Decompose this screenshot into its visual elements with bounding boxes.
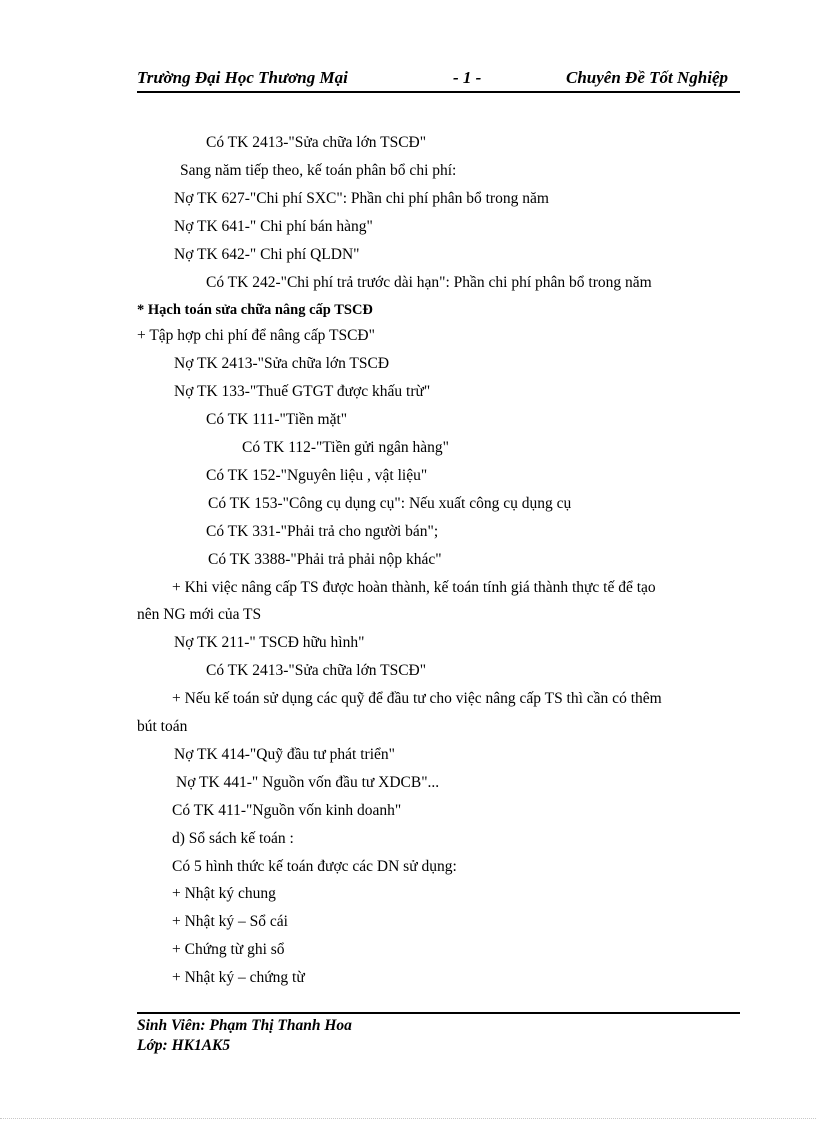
text-line: Có TK 2413-"Sửa chữa lớn TSCĐ"	[206, 662, 427, 679]
footer-divider	[137, 1012, 740, 1014]
text-line: Nợ TK 627-"Chi phí SXC": Phần chi phí phân bổ trong năm	[174, 190, 549, 207]
text-line: + Nếu kế toán sử dụng các quỹ để đầu tư cho việc nâng cấp TS thì cần có thêm	[172, 690, 662, 707]
list-item: + Nhật ký chung	[172, 885, 276, 902]
text-line: Nợ TK 414-"Quỹ đầu tư phát triển"	[174, 746, 395, 763]
text-line: + Tập hợp chi phí để nâng cấp TSCĐ"	[137, 327, 375, 344]
header-topic: Chuyên Đề Tốt Nghiệp	[566, 68, 728, 87]
footer-student: Sinh Viên: Phạm Thị Thanh Hoa	[137, 1017, 352, 1034]
text-line: Có 5 hình thức kế toán được các DN sử dụng:	[172, 858, 457, 875]
text-line: Có TK 331-"Phải trả cho người bán";	[206, 523, 439, 540]
text-line: Có TK 242-"Chi phí trả trước dài hạn": Phần chi phí phân bổ trong năm	[206, 274, 652, 291]
header-school: Trường Đại Học Thương Mại	[137, 68, 348, 87]
header-divider	[137, 91, 740, 93]
list-item: + Nhật ký – Sổ cái	[172, 913, 288, 930]
text-line: Nợ TK 642-" Chi phí QLDN"	[174, 246, 360, 263]
text-line: nên NG mới của TS	[137, 606, 262, 623]
list-item: + Chứng từ ghi sổ	[172, 941, 285, 958]
text-line: Nợ TK 211-" TSCĐ hữu hình"	[174, 634, 365, 651]
text-line: + Khi việc nâng cấp TS được hoàn thành, kế toán tính giá thành thực tế để tạo	[172, 579, 656, 596]
footer-class: Lớp: HK1AK5	[137, 1037, 231, 1054]
text-line: Nợ TK 2413-"Sửa chữa lớn TSCĐ	[174, 355, 390, 372]
text-line: bút toán	[137, 718, 188, 735]
text-line: Có TK 3388-"Phải trả phải nộp khác"	[208, 551, 442, 568]
text-line: Có TK 411-"Nguồn vốn kinh doanh"	[172, 802, 402, 819]
text-line: Sang năm tiếp theo, kế toán phân bổ chi phí:	[180, 162, 457, 179]
page-number: - 1 -	[453, 68, 482, 87]
text-line: Có TK 111-"Tiền mặt"	[206, 411, 348, 428]
list-item: + Nhật ký – chứng từ	[172, 969, 305, 986]
text-line: Có TK 152-"Nguyên liệu , vật liệu"	[206, 467, 428, 484]
text-line: d) Sổ sách kế toán :	[172, 830, 294, 847]
text-line: Nợ TK 641-" Chi phí bán hàng"	[174, 218, 373, 235]
text-line: Có TK 2413-"Sửa chữa lớn TSCĐ"	[206, 134, 427, 151]
section-heading: * Hạch toán sửa chữa nâng cấp TSCĐ	[137, 302, 373, 318]
page-header	[137, 66, 740, 92]
text-line: Có TK 153-"Công cụ dụng cụ": Nếu xuất công cụ dụng cụ	[208, 495, 572, 512]
text-line: Nợ TK 441-" Nguồn vốn đầu tư XDCB"...	[176, 774, 440, 791]
text-line: Có TK 112-"Tiền gửi ngân hàng"	[242, 439, 449, 456]
page-edge	[0, 1118, 816, 1119]
text-line: Nợ TK 133-"Thuế GTGT được khấu trừ"	[174, 383, 431, 400]
